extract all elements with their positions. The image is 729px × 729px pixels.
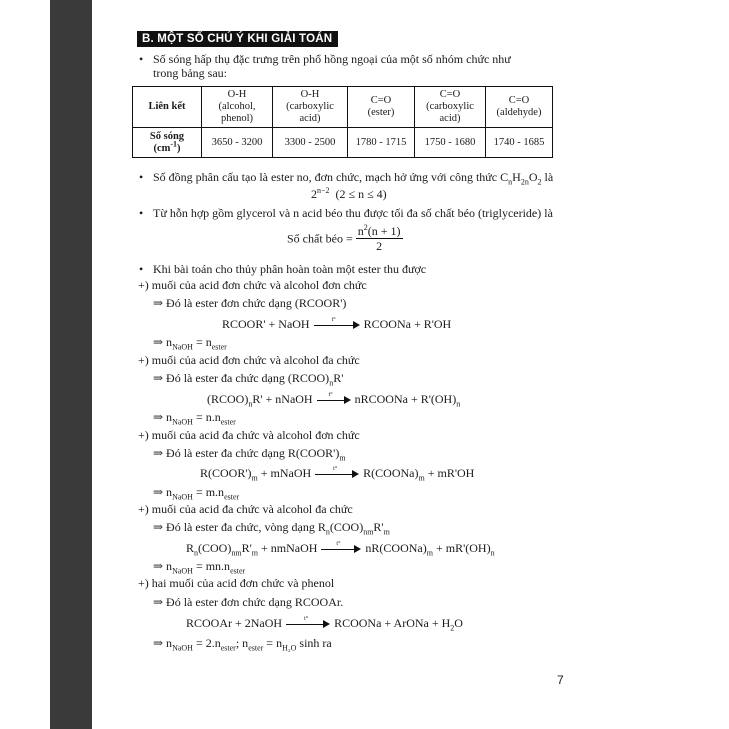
case4-description: ⇒ Đó là ester đa chức, vòng dạng $R_n(COO)_{nm}R'_m$ bbox=[153, 520, 390, 537]
reaction-arrow-icon: t° bbox=[317, 395, 351, 405]
reaction-arrow-icon: t° bbox=[321, 544, 361, 554]
case1-description: ⇒ Đó là ester đơn chức dạng (RCOOR') bbox=[153, 296, 347, 310]
reaction-arrow-icon: t° bbox=[314, 320, 360, 330]
table-header-cell: Số sóng $(cm^{-1})$ bbox=[133, 128, 202, 158]
case3-result: ⇒ $n_{NaOH} = m.n_{ester}$ bbox=[153, 485, 240, 502]
intro-line-1: • Số sóng hấp thụ đặc trưng trên phổ hồng ngoại của một số nhóm chức như bbox=[153, 52, 511, 66]
case1-equation: RCOOR' + NaOH t° RCOONa + R'OH bbox=[222, 317, 452, 331]
ir-table bbox=[132, 86, 553, 158]
case2-heading: +) muối của acid đơn chức và alcohol đa chức bbox=[138, 353, 360, 367]
case2-result: ⇒ $n_{NaOH} = n.n_{ester}$ bbox=[153, 410, 236, 427]
case3-description: ⇒ Đó là ester đa chức dạng $R(COOR')_m$ bbox=[153, 446, 346, 463]
table-cell: C=O (carboxylic acid) bbox=[415, 87, 486, 128]
table-cell: O-H (carboxylic acid) bbox=[273, 87, 348, 128]
table-cell: C=O (aldehyde) bbox=[486, 87, 553, 128]
case5-description: ⇒ Đó là ester đơn chức dạng RCOOAr. bbox=[153, 595, 344, 609]
intro-line-2: trong bảng sau: bbox=[153, 66, 227, 80]
glycerol-formula: Số chất béo = $\frac{n^2(n + 1)}{2}$ bbox=[287, 223, 401, 253]
case5-result: ⇒ $n_{NaOH} = 2.n_{ester}$; $n_{ester} = n_{H_2O}$ sinh ra bbox=[153, 636, 332, 653]
hydrolysis-intro: • Khi bài toán cho thủy phân hoàn toàn một ester thu được bbox=[153, 262, 426, 276]
table-row bbox=[133, 87, 553, 128]
page-number: 7 bbox=[557, 673, 564, 687]
table-cell: C=O (ester) bbox=[348, 87, 415, 128]
table-row bbox=[133, 128, 553, 158]
section-heading: B. MỘT SỐ CHÚ Ý KHI GIẢI TOÁN bbox=[137, 31, 338, 47]
glycerol-note: • Từ hỗn hợp gồm glycerol và n acid béo thu được tối đa số chất béo (triglyceride) là bbox=[153, 206, 553, 220]
table-cell: 1780 - 1715 bbox=[348, 128, 415, 158]
case1-heading: +) muối của acid đơn chức và alcohol đơn chức bbox=[138, 278, 367, 292]
case4-heading: +) muối của acid đa chức và alcohol đa chức bbox=[138, 502, 353, 516]
table-cell: 3650 - 3200 bbox=[202, 128, 273, 158]
table-cell: 1740 - 1685 bbox=[486, 128, 553, 158]
case5-equation: RCOOAr + 2NaOH t° RCOONa + ArONa + $H_2O$ bbox=[186, 616, 463, 633]
reaction-arrow-icon: t° bbox=[286, 619, 330, 629]
case4-equation: $R_n(COO)_{nm}R'_m$ + nmNaOH t° $nR(COONa)_m + mR'(OH)_n$ bbox=[186, 541, 495, 558]
table-cell: 1750 - 1680 bbox=[415, 128, 486, 158]
table-header-cell: Liên kết bbox=[133, 87, 202, 128]
case2-equation: $(RCOO)_nR'$ + nNaOH t° nRCOONa + $R'(OH)_n$ bbox=[207, 392, 461, 409]
reaction-arrow-icon: t° bbox=[315, 469, 359, 479]
table-cell: 3300 - 2500 bbox=[273, 128, 348, 158]
case4-result: ⇒ $n_{NaOH} = mn.n_{ester}$ bbox=[153, 559, 246, 576]
table-cell: O-H (alcohol, phenol) bbox=[202, 87, 273, 128]
case1-result: ⇒ $n_{NaOH} = n_{ester}$ bbox=[153, 335, 227, 352]
case2-description: ⇒ Đó là ester đa chức dạng $(RCOO)_nR'$ bbox=[153, 371, 344, 388]
case5-heading: +) hai muối của acid đơn chức và phenol bbox=[138, 576, 335, 590]
isomer-formula: $2^{n-2}$ (2 ≤ n ≤ 4) bbox=[311, 186, 387, 201]
case3-heading: +) muối của acid đa chức và alcohol đơn chức bbox=[138, 428, 360, 442]
isomer-note: • Số đồng phân cấu tạo là ester no, đơn chức, mạch hở ứng với công thức $C_nH_{2n}O_2$ là bbox=[153, 170, 553, 184]
case3-equation: $R(COOR')_m$ + mNaOH t° $R(COONa)_m + mR'OH$ bbox=[200, 466, 475, 483]
